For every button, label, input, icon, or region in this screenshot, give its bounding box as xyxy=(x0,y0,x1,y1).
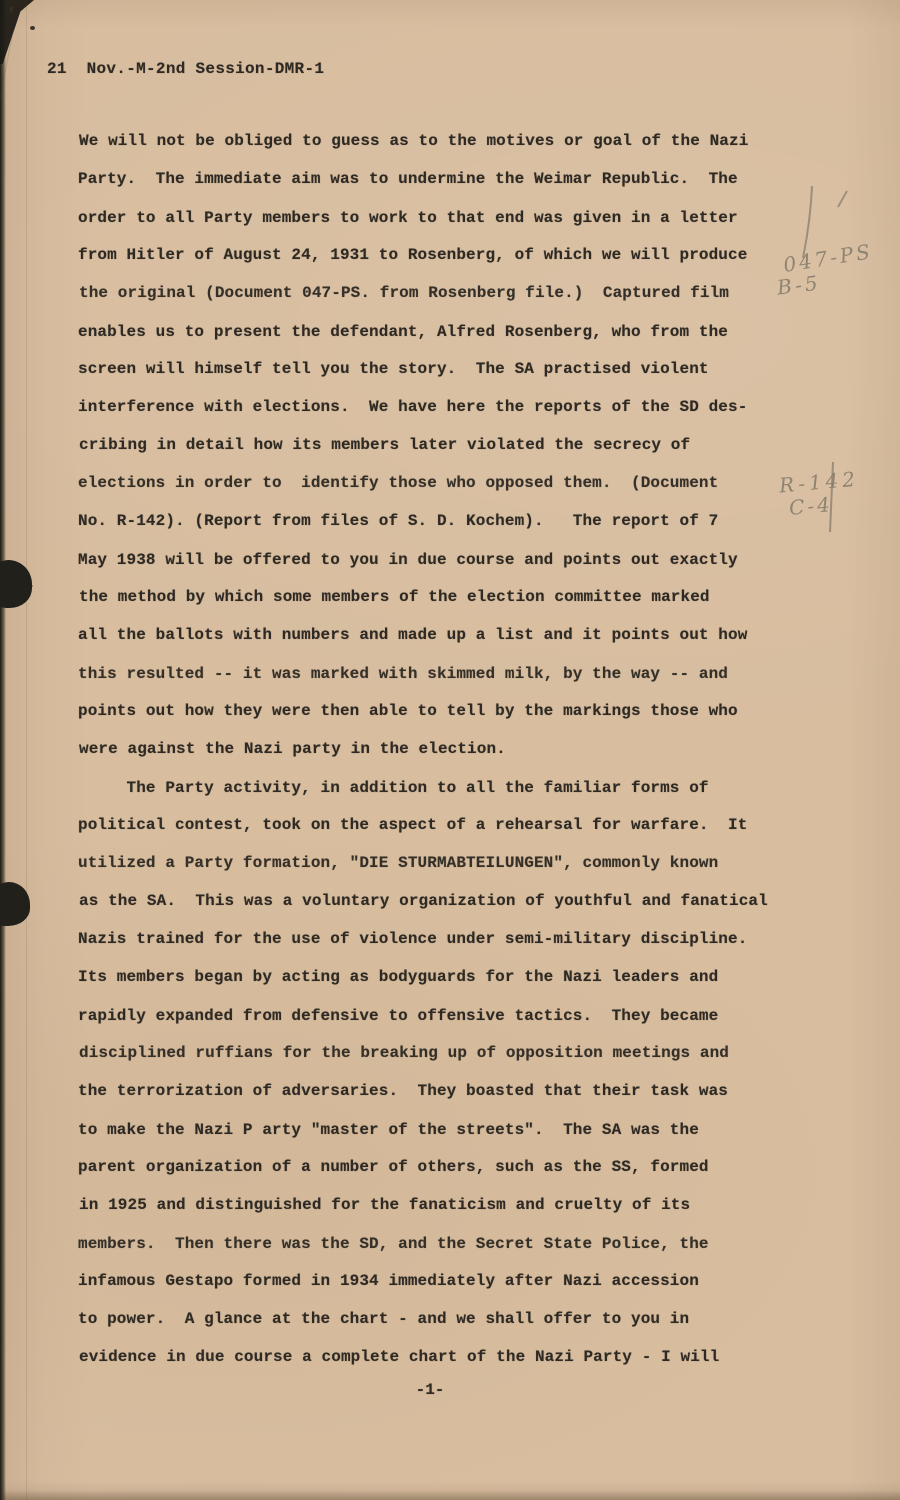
typed-line: Party. The immediate aim was to undermine the Weimar Republic. The xyxy=(78,170,738,188)
typed-line: to make the Nazi P arty "master of the streets". The SA was the xyxy=(78,1121,699,1139)
typed-line: from Hitler of August 24, 1931 to Rosenberg, of which we will produce xyxy=(78,246,748,264)
typed-line: disciplined ruffians for the breaking up of opposition meetings and xyxy=(79,1044,730,1062)
typed-line: May 1938 will be offered to you in due course and points out exactly xyxy=(78,551,738,569)
margin-annotation-exhibit-ref: B-5 xyxy=(775,270,822,300)
page-left-edge-shadow xyxy=(0,0,6,1500)
typed-line: were against the Nazi party in the election. xyxy=(79,740,506,758)
typed-line: infamous Gestapo formed in 1934 immediately after Nazi accession xyxy=(78,1272,699,1290)
typed-line: utilized a Party formation, "DIE STURMABTEILUNGEN", commonly known xyxy=(78,854,719,872)
typed-line: the method by which some members of the election committee marked xyxy=(79,588,710,606)
page-number: -1- xyxy=(415,1381,445,1399)
typed-line: evidence in due course a complete chart of the Nazi Party - I will xyxy=(79,1348,720,1366)
typed-line: No. R-142). (Report from files of S. D. Kochem). The report of 7 xyxy=(78,512,719,530)
page-bottom-edge-shadow xyxy=(0,1490,900,1500)
vertical-crease xyxy=(26,0,27,1500)
typed-line: The Party activity, in addition to all the familiar forms of xyxy=(78,779,709,797)
typed-line: interference with elections. We have here the reports of the SD des- xyxy=(78,398,748,416)
typed-line: all the ballots with numbers and made up a list and it points out how xyxy=(78,626,748,644)
typed-body xyxy=(78,122,868,1376)
typed-line: members. Then there was the SD, and the Secret State Police, the xyxy=(78,1235,709,1253)
typed-line: this resulted -- it was marked with skimmed milk, by the way -- and xyxy=(78,665,729,683)
typed-line: screen will himself tell you the story. The SA practised violent xyxy=(78,360,709,378)
margin-annotation-document-ref: 047-PS xyxy=(781,239,875,277)
typed-line: elections in order to identify those who opposed them. (Document xyxy=(78,474,719,492)
typed-line: in 1925 and distinguished for the fanaticism and cruelty of its xyxy=(79,1196,691,1214)
typed-line: cribing in detail how its members later violated the secrecy of xyxy=(79,436,691,454)
typed-line: points out how they were then able to tell by the markings those who xyxy=(78,702,738,720)
typed-line: rapidly expanded from defensive to offensive tactics. They became xyxy=(78,1007,719,1025)
typed-line: the original (Document 047-PS. from Rosenberg file.) Captured film xyxy=(79,284,730,302)
typed-line: parent organization of a number of others, such as the SS, formed xyxy=(78,1158,709,1176)
typed-line: order to all Party members to work to that end was given in a letter xyxy=(78,209,738,227)
binder-hole-top xyxy=(0,560,32,608)
margin-annotation-exhibit-ref: C-4 xyxy=(788,492,834,520)
typed-line: as the SA. This was a voluntary organization of youthful and fanatical xyxy=(79,892,768,910)
session-header: 21 Nov.-M-2nd Session-DMR-1 xyxy=(47,60,325,78)
ink-speck xyxy=(30,26,35,30)
ink-speck xyxy=(10,6,13,12)
typed-line: to power. A glance at the chart - and we shall offer to you in xyxy=(78,1310,690,1328)
typed-line: the terrorization of adversaries. They boasted that their task was xyxy=(78,1082,729,1100)
margin-annotation-document-ref: R-142 xyxy=(778,466,860,498)
typed-line: political contest, took on the aspect of a rehearsal for warfare. It xyxy=(78,816,748,834)
typed-line: Its members began by acting as bodyguards for the Nazi leaders and xyxy=(78,968,719,986)
typed-line: Nazis trained for the use of violence under semi-military discipline. xyxy=(78,930,748,948)
typed-line: enables us to present the defendant, Alfred Rosenberg, who from the xyxy=(78,323,729,341)
typed-line: We will not be obliged to guess as to the motives or goal of the Nazi xyxy=(79,132,749,150)
